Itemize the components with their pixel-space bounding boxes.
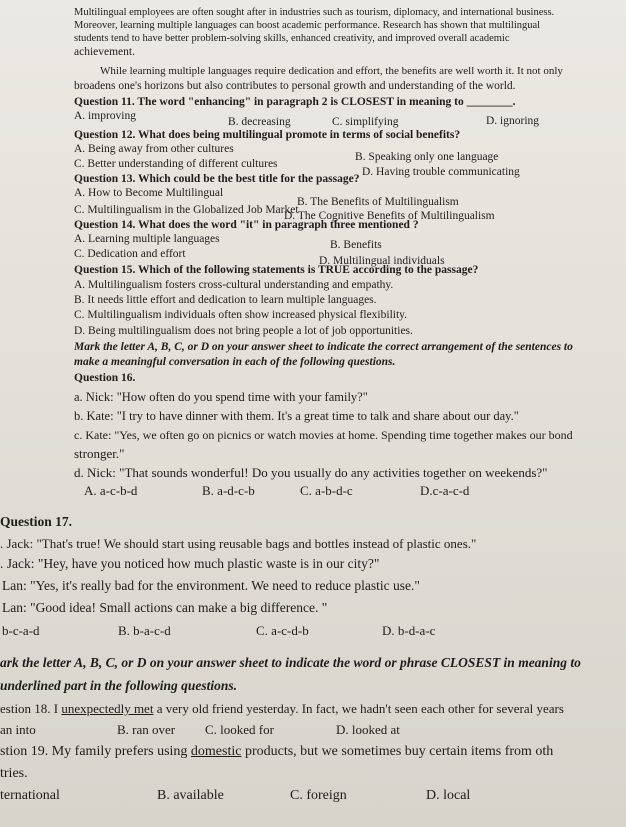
instruction-conversation: make a meaningful conversation in each of the following questions. — [74, 356, 396, 368]
question-14-option-d[interactable]: D. Multilingual individuals — [319, 255, 445, 267]
question-12-option-d[interactable]: D. Having trouble communicating — [362, 166, 520, 178]
question-12-option-b[interactable]: B. Speaking only one language — [355, 151, 499, 163]
passage-line: broadens one's horizons but also contributes to personal growth and understanding of the world. — [74, 80, 516, 92]
question-11-stem: Question 11. The word "enhancing" in paragraph 2 is CLOSEST in meaning to ________. — [74, 96, 516, 108]
question-14-option-c[interactable]: C. Dedication and effort — [74, 248, 186, 260]
question-12-stem: Question 12. What does being multilingual promote in terms of social benefits? — [74, 129, 461, 141]
question-17-option-b[interactable]: B. b-a-c-d — [118, 623, 171, 638]
question-15-option-d[interactable]: D. Being multilingualism does not bring people a lot of job opportunities. — [74, 325, 413, 337]
question-15-stem: Question 15. Which of the following statements is TRUE according to the passage? — [74, 264, 479, 276]
question-13-option-c[interactable]: C. Multilingualism in the Globalized Job Market — [74, 204, 299, 216]
question-12-option-a[interactable]: A. Being away from other cultures — [74, 143, 234, 155]
question-13-option-b[interactable]: B. The Benefits of Multilingualism — [297, 196, 459, 208]
question-17-line-1: . Jack: "That's true! We should start using reusable bags and bottles instead of plastic ones." — [0, 536, 477, 551]
instruction-conversation: Mark the letter A, B, C, or D on your answer sheet to indicate the correct arrangement of the sentences to — [74, 341, 573, 353]
question-16-title: Question 16. — [74, 372, 136, 384]
question-16-option-d[interactable]: D.c-a-c-d — [420, 483, 470, 498]
question-19-option-d[interactable]: D. local — [426, 788, 471, 803]
instruction-closest-meaning: underlined part in the following questions. — [0, 678, 238, 693]
question-17-option-a[interactable]: b-c-a-d — [2, 623, 40, 638]
question-18-stem — [0, 701, 564, 716]
question-11-option-c[interactable]: C. simplifying — [332, 116, 399, 128]
passage-line: achievement. — [74, 46, 135, 58]
question-16-option-a[interactable]: A. a-c-b-d — [84, 483, 138, 498]
instruction-closest-meaning: ark the letter A, B, C, or D on your answer sheet to indicate the word or phrase CLOSEST in meaning to — [0, 655, 581, 670]
question-14-stem: Question 14. What does the word "it" in paragraph three mentioned ? — [74, 219, 419, 231]
question-18-option-c[interactable]: C. looked for — [205, 722, 274, 737]
question-18-option-b[interactable]: B. ran over — [117, 722, 176, 737]
question-11-option-d[interactable]: D. ignoring — [486, 115, 540, 127]
question-17-option-d[interactable]: D. b-d-a-c — [382, 623, 436, 638]
question-19-stem-cont: tries. — [0, 766, 28, 781]
question-16-line-c-cont: stronger." — [74, 446, 125, 461]
question-19-stem-end: products, but we sometimes buy certain items from oth — [241, 744, 554, 759]
question-17-line-4: Lan: "Good idea! Small actions can make a big difference. " — [2, 600, 328, 615]
question-18-option-d[interactable]: D. looked at — [336, 722, 400, 737]
question-11-option-b[interactable]: B. decreasing — [228, 116, 291, 128]
question-13-option-d[interactable]: D. The Cognitive Benefits of Multilingualism — [284, 210, 495, 222]
question-14-option-a[interactable]: A. Learning multiple languages — [74, 233, 220, 245]
question-16-line-d: d. Nick: "That sounds wonderful! Do you usually do any activities together on weekends?" — [74, 465, 548, 480]
passage-line: While learning multiple languages require dedication and effort, the benefits are well worth it. It not only — [100, 65, 563, 77]
question-18-stem-start: estion 18. I — [0, 701, 62, 716]
question-16-option-b[interactable]: B. a-d-c-b — [202, 483, 255, 498]
question-19-option-b[interactable]: B. available — [157, 788, 224, 803]
question-17-title: Question 17. — [0, 514, 73, 529]
question-17-line-2: . Jack: "Hey, have you noticed how much plastic waste is in our city?" — [0, 556, 380, 571]
question-16-line-a: a. Nick: "How often do you spend time with your family?" — [74, 390, 368, 404]
question-15-option-a[interactable]: A. Multilingualism fosters cross-cultural understanding and empathy. — [74, 279, 394, 291]
passage-line: Multilingual employees are often sought after in industries such as tourism, diplomacy, and international business. — [74, 7, 555, 18]
passage-line: students tend to have better problem-solving skills, enhanced creativity, and improved overall academic — [74, 33, 510, 44]
question-13-stem: Question 13. Which could be the best title for the passage? — [74, 173, 360, 185]
passage-line: Moreover, learning multiple languages can boost academic performance. Research has shown that multilingual — [74, 20, 541, 31]
question-16-option-c[interactable]: C. a-b-d-c — [300, 483, 353, 498]
question-14-option-b[interactable]: B. Benefits — [330, 239, 382, 251]
question-15-option-b[interactable]: B. It needs little effort and dedication to learn multiple languages. — [74, 294, 377, 306]
question-17-option-c[interactable]: C. a-c-d-b — [256, 623, 309, 638]
question-19-stem — [0, 744, 553, 760]
question-19-stem-start: stion 19. My family prefers using — [0, 744, 191, 759]
question-19-underlined: domestic — [190, 744, 242, 759]
question-16-line-b: b. Kate: "I try to have dinner with them. It's a great time to talk and share about our day." — [74, 409, 519, 423]
question-18-option-a[interactable]: an into — [0, 722, 36, 737]
question-13-option-a[interactable]: A. How to Become Multilingual — [74, 187, 224, 199]
question-18-stem-end: a very old friend yesterday. In fact, we hadn't seen each other for several years — [153, 701, 564, 716]
question-16-line-c: c. Kate: "Yes, we often go on picnics or watch movies at home. Spending time together makes our bond — [74, 428, 573, 442]
question-15-option-c[interactable]: C. Multilingualism individuals often show increased physical flexibility. — [74, 309, 408, 321]
question-12-option-c[interactable]: C. Better understanding of different cultures — [74, 158, 278, 170]
question-11-option-a[interactable]: A. improving — [74, 110, 136, 122]
question-19-option-c[interactable]: C. foreign — [290, 788, 347, 803]
question-18-underlined: unexpectedly met — [61, 701, 154, 716]
question-19-option-a[interactable]: ternational — [0, 788, 60, 803]
question-17-line-3: Lan: "Yes, it's really bad for the environment. We need to reduce plastic use." — [2, 578, 420, 593]
